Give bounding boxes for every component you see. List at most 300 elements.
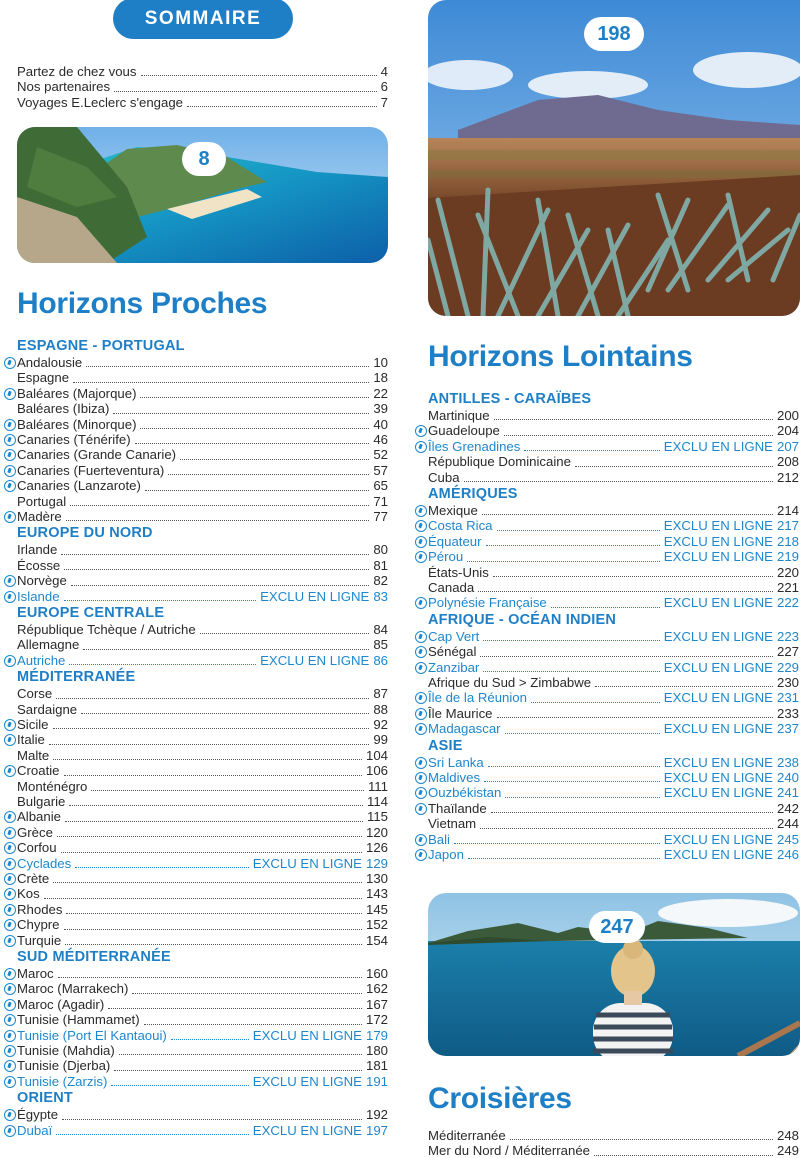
toc-entry-page: 233 — [776, 705, 799, 721]
toc-entry-page: 40 — [373, 416, 388, 432]
toc-entry-page: 245 — [776, 831, 799, 847]
toc-entry-label: Espagne — [17, 370, 70, 386]
toc-entry[interactable] — [428, 832, 799, 847]
toc-entry-label: Nos partenaires — [17, 79, 111, 95]
dot-leader — [454, 834, 660, 844]
toc-entry-label: Autriche — [17, 652, 66, 668]
toc-entry-label: Baléares (Ibiza) — [17, 401, 110, 417]
toc-entry-page: 52 — [373, 447, 388, 463]
exclu-en-ligne-label: EXCLU EN LIGNE — [663, 847, 773, 862]
tap-icon — [415, 551, 427, 563]
toc-entry-label: Tunisie (Hammamet) — [17, 1012, 140, 1028]
toc-entry[interactable] — [17, 478, 388, 493]
toc-entry-page: 10 — [373, 355, 388, 370]
tap-icon — [415, 662, 427, 674]
tap-icon — [4, 811, 16, 823]
dot-leader — [61, 843, 362, 853]
dot-leader — [505, 788, 659, 798]
toc-entry-page: 65 — [373, 478, 388, 494]
tap-icon — [415, 631, 427, 643]
tap-icon — [4, 719, 16, 731]
dot-leader — [64, 560, 369, 570]
dot-leader — [483, 662, 659, 672]
toc-entry[interactable] — [17, 432, 388, 447]
toc-entry[interactable] — [17, 1012, 388, 1027]
dot-leader — [531, 693, 660, 703]
dot-leader — [141, 66, 377, 76]
toc-entry[interactable] — [428, 675, 799, 690]
section-heading: ASIE — [428, 737, 463, 754]
toc-entry[interactable] — [17, 447, 388, 462]
toc-entry[interactable] — [17, 794, 388, 809]
exclu-en-ligne-label: EXCLU EN LIGNE — [663, 770, 773, 785]
toc-entry-label: Albanie — [17, 809, 61, 825]
toc-entry-page: 106 — [365, 763, 388, 779]
toc-entry-label: Tunisie (Djerba) — [17, 1058, 111, 1074]
toc-entry-page: 248 — [776, 1128, 799, 1143]
toc-entry[interactable] — [17, 573, 388, 588]
toc-entry[interactable] — [428, 644, 799, 659]
tap-icon — [415, 520, 427, 532]
toc-entry[interactable] — [428, 549, 799, 564]
toc-entry[interactable] — [17, 509, 388, 524]
dot-leader — [494, 410, 773, 420]
toc-entry[interactable] — [17, 686, 388, 701]
toc-entry[interactable] — [428, 595, 799, 610]
toc-entry[interactable] — [428, 470, 799, 485]
toc-entry[interactable] — [17, 763, 388, 778]
dot-leader — [200, 624, 370, 634]
page-badge-198: 198 — [584, 17, 644, 51]
toc-entry[interactable] — [17, 355, 388, 370]
toc-entry-label: Maroc — [17, 966, 54, 981]
dot-leader — [69, 796, 363, 806]
tap-icon — [4, 1060, 16, 1072]
toc-entry-page: 197 — [365, 1122, 388, 1138]
toc-entry[interactable] — [17, 494, 388, 509]
dot-leader — [504, 426, 773, 436]
horizons-lointains-title: Horizons Lointains — [428, 340, 693, 373]
toc-entry-page: 246 — [776, 847, 799, 862]
exclu-en-ligne-label: EXCLU EN LIGNE — [663, 690, 773, 706]
dot-leader — [64, 920, 362, 930]
exclu-en-ligne-label: EXCLU EN LIGNE — [663, 831, 773, 847]
dot-leader — [114, 1061, 362, 1071]
toc-entry-page: 104 — [365, 747, 388, 763]
toc-entry-page: 115 — [366, 809, 388, 825]
exclu-en-ligne-label: EXCLU EN LIGNE — [663, 438, 773, 454]
toc-entry[interactable] — [17, 1107, 388, 1122]
toc-entry-page: 200 — [776, 408, 799, 423]
toc-entry[interactable] — [428, 816, 799, 831]
toc-entry[interactable] — [17, 871, 388, 886]
tap-icon — [4, 765, 16, 777]
dot-leader — [187, 97, 377, 107]
dot-leader — [467, 552, 660, 562]
toc-entry-label: Bulgarie — [17, 794, 66, 809]
toc-entry-label: Portugal — [17, 493, 67, 509]
section-heading: MÉDITERRANÉE — [17, 669, 136, 686]
tap-icon — [415, 757, 427, 769]
toc-entry[interactable] — [17, 779, 388, 794]
toc-entry-page: 88 — [373, 701, 388, 717]
toc-entry[interactable] — [17, 370, 388, 385]
toc-entry[interactable] — [17, 95, 388, 110]
toc-entry-label: Polynésie Française — [428, 595, 547, 611]
tap-icon — [4, 734, 16, 746]
dot-leader — [108, 999, 362, 1009]
toc-entry-label: Égypte — [17, 1107, 59, 1123]
dot-leader — [58, 968, 362, 978]
toc-entry[interactable] — [17, 79, 388, 94]
exclu-en-ligne-label: EXCLU EN LIGNE — [663, 549, 773, 565]
toc-entry-page: 80 — [373, 542, 388, 558]
toc-entry-page: 181 — [365, 1058, 388, 1074]
section-heading: EUROPE DU NORD — [17, 525, 153, 542]
toc-entry-label: Guadeloupe — [428, 423, 500, 439]
toc-entry-label: Chypre — [17, 917, 60, 933]
dot-leader — [70, 496, 369, 506]
toc-entry[interactable] — [17, 1074, 388, 1089]
toc-entry-label: Vietnam — [428, 816, 477, 832]
toc-entry-page: 83 — [373, 588, 388, 604]
dot-leader — [49, 735, 369, 745]
toc-entry-page: 207 — [776, 438, 799, 454]
toc-entry-label: Maroc (Marrakech) — [17, 981, 129, 997]
toc-entry-page: 126 — [365, 840, 388, 856]
tap-icon — [4, 983, 16, 995]
toc-entry[interactable] — [428, 629, 799, 644]
exclu-en-ligne-label: EXCLU EN LIGNE — [663, 721, 773, 737]
toc-entry[interactable] — [428, 1143, 799, 1158]
toc-entry[interactable] — [428, 1128, 799, 1143]
toc-entry-page: 39 — [373, 401, 388, 417]
toc-entry[interactable] — [17, 463, 388, 478]
tap-icon — [415, 425, 427, 437]
toc-entry-label: Kos — [17, 886, 40, 902]
dot-leader — [524, 441, 659, 451]
section-heading: AMÉRIQUES — [428, 486, 518, 502]
section-heading: SUD MÉDITERRANÉE — [17, 949, 171, 965]
toc-entry-page: 237 — [776, 721, 799, 737]
toc-entry-label: Zanzibar — [428, 659, 480, 675]
dot-leader — [53, 750, 362, 760]
toc-entry-page: 208 — [776, 454, 799, 470]
tap-icon — [4, 449, 16, 461]
toc-entry-label: Îles Grenadines — [428, 438, 521, 454]
section-heading: ESPAGNE - PORTUGAL — [17, 338, 185, 354]
dot-leader — [140, 388, 369, 398]
tap-icon — [4, 935, 16, 947]
toc-entry[interactable] — [17, 856, 388, 871]
tap-icon — [4, 419, 16, 431]
tap-icon — [4, 480, 16, 492]
toc-entry-label: Baléares (Minorque) — [17, 416, 137, 432]
tap-icon — [4, 357, 16, 369]
toc-entry-page: 229 — [776, 659, 799, 675]
toc-entry[interactable] — [17, 401, 388, 416]
toc-entry-label: République Dominicaine — [428, 454, 571, 470]
dot-leader — [595, 677, 773, 687]
tap-icon — [4, 591, 16, 603]
toc-entry-page: 4 — [380, 64, 388, 79]
toc-entry-page: 7 — [380, 94, 388, 110]
tap-icon — [4, 434, 16, 446]
dot-leader — [71, 576, 369, 586]
toc-entry-page: 179 — [365, 1027, 388, 1043]
horizons-lointains-photo — [428, 0, 800, 316]
toc-entry-label: Maldives — [428, 770, 481, 785]
dot-leader — [575, 457, 773, 467]
tap-icon — [4, 655, 16, 667]
toc-entry[interactable] — [17, 653, 388, 668]
dot-leader — [113, 404, 369, 414]
toc-entry[interactable] — [17, 933, 388, 948]
page-badge-247: 247 — [589, 911, 645, 943]
toc-entry-label: Cuba — [428, 469, 460, 485]
toc-entry-label: Canaries (Lanzarote) — [17, 478, 141, 494]
toc-entry[interactable] — [17, 809, 388, 824]
toc-entry[interactable] — [428, 660, 799, 675]
toc-entry[interactable] — [428, 503, 799, 518]
section-heading: AFRIQUE - OCÉAN INDIEN — [428, 611, 617, 628]
section-heading: ORIENT — [17, 1090, 73, 1107]
exclu-en-ligne-label: EXCLU EN LIGNE — [663, 785, 773, 801]
tap-icon — [415, 597, 427, 609]
toc-entry-label: Afrique du Sud > Zimbabwe — [428, 675, 592, 690]
toc-entry-label: Bali — [428, 831, 450, 847]
toc-entry[interactable] — [17, 917, 388, 932]
dot-leader — [135, 434, 370, 444]
toc-entry[interactable] — [428, 408, 799, 423]
tap-icon — [4, 575, 16, 587]
exclu-en-ligne-label: EXCLU EN LIGNE — [663, 518, 773, 534]
page-badge-8: 8 — [182, 142, 226, 176]
dot-leader — [66, 511, 370, 521]
toc-entry-label: Équateur — [428, 533, 482, 549]
toc-entry[interactable] — [428, 454, 799, 469]
toc-entry-label: Allemagne — [17, 637, 80, 653]
exclu-en-ligne-label: EXCLU EN LIGNE — [252, 1122, 362, 1138]
toc-entry-page: 218 — [776, 533, 799, 549]
toc-entry-label: Voyages E.Leclerc s'engage — [17, 94, 184, 110]
toc-entry[interactable] — [428, 565, 799, 580]
toc-entry[interactable] — [17, 840, 388, 855]
dot-leader — [493, 567, 773, 577]
toc-entry[interactable] — [17, 997, 388, 1012]
toc-entry-page: 223 — [776, 628, 799, 644]
tap-icon — [415, 787, 427, 799]
dot-leader — [65, 812, 363, 822]
toc-entry[interactable] — [428, 847, 799, 862]
toc-entry-label: Japon — [428, 847, 464, 862]
toc-entry-label: Madagascar — [428, 721, 501, 737]
toc-entry-page: 129 — [365, 855, 388, 871]
toc-entry-page: 111 — [367, 778, 388, 794]
tap-icon — [4, 1125, 16, 1137]
croisieres-title: Croisières — [428, 1082, 572, 1115]
toc-entry[interactable] — [428, 580, 799, 595]
toc-entry[interactable] — [428, 423, 799, 438]
toc-entry-page: 212 — [776, 469, 799, 485]
toc-entry-page: 143 — [365, 886, 388, 902]
toc-entry[interactable] — [428, 706, 799, 721]
toc-entry-label: Martinique — [428, 408, 490, 423]
toc-entry-label: Cyclades — [17, 855, 72, 871]
toc-entry[interactable] — [17, 981, 388, 996]
dot-leader — [482, 505, 773, 515]
toc-entry[interactable] — [17, 886, 388, 901]
croisieres-photo — [428, 893, 800, 1056]
tap-icon — [4, 858, 16, 870]
toc-entry-label: Maroc (Agadir) — [17, 996, 105, 1012]
toc-entry[interactable] — [17, 1043, 388, 1058]
toc-entry[interactable] — [428, 721, 799, 736]
toc-entry[interactable] — [17, 542, 388, 557]
exclu-en-ligne-label: EXCLU EN LIGNE — [252, 1027, 362, 1043]
dot-leader — [488, 757, 660, 767]
dot-leader — [66, 904, 362, 914]
toc-entry-label: Tunisie (Mahdia) — [17, 1043, 115, 1058]
toc-entry-label: Cap Vert — [428, 628, 480, 644]
toc-entry[interactable] — [17, 622, 388, 637]
toc-entry-page: 238 — [776, 754, 799, 770]
toc-entry-label: Andalousie — [17, 355, 83, 370]
tap-icon — [4, 919, 16, 931]
toc-entry[interactable] — [428, 801, 799, 816]
tap-icon — [415, 708, 427, 720]
toc-entry-page: 77 — [373, 509, 388, 524]
dot-leader — [69, 655, 256, 665]
tap-icon — [4, 827, 16, 839]
toc-entry-label: Croatie — [17, 763, 60, 779]
toc-entry-label: Corfou — [17, 840, 57, 856]
toc-entry[interactable] — [428, 755, 799, 770]
exclu-en-ligne-label: EXCLU EN LIGNE — [663, 754, 773, 770]
toc-entry[interactable] — [428, 534, 799, 549]
tap-icon — [415, 441, 427, 453]
dot-leader — [83, 640, 369, 650]
toc-entry[interactable] — [17, 386, 388, 401]
toc-entry-page: 145 — [365, 901, 388, 917]
dot-leader — [171, 1030, 249, 1040]
toc-entry-label: Canaries (Ténérife) — [17, 432, 131, 447]
dot-leader — [480, 647, 773, 657]
toc-entry[interactable] — [17, 702, 388, 717]
toc-entry-page: 191 — [365, 1073, 388, 1089]
toc-entry[interactable] — [17, 717, 388, 732]
toc-entry[interactable] — [17, 637, 388, 652]
toc-entry[interactable] — [17, 748, 388, 763]
toc-entry[interactable] — [17, 589, 388, 604]
toc-entry-label: Islande — [17, 588, 60, 604]
toc-entry-label: Thaïlande — [428, 800, 487, 816]
toc-entry-label: Sri Lanka — [428, 754, 484, 770]
toc-entry[interactable] — [428, 518, 799, 533]
toc-entry-page: 160 — [365, 966, 388, 981]
toc-entry[interactable] — [17, 902, 388, 917]
toc-entry[interactable] — [428, 785, 799, 800]
toc-entry-label: Canaries (Fuerteventura) — [17, 462, 165, 478]
toc-entry[interactable] — [17, 732, 388, 747]
dot-leader — [140, 419, 369, 429]
dot-leader — [486, 536, 660, 546]
toc-entry-page: 114 — [366, 794, 388, 809]
tap-icon — [4, 388, 16, 400]
toc-entry[interactable] — [17, 1123, 388, 1138]
toc-entry-label: Tunisie (Zarzis) — [17, 1073, 108, 1089]
dot-leader — [44, 889, 362, 899]
dot-leader — [53, 719, 370, 729]
dot-leader — [510, 1130, 773, 1140]
toc-entry-label: Sicile — [17, 717, 49, 732]
toc-entry-page: 222 — [776, 595, 799, 611]
toc-entry[interactable] — [428, 439, 799, 454]
toc-entry-label: Pérou — [428, 549, 464, 565]
tap-icon — [4, 1076, 16, 1088]
toc-entry-page: 219 — [776, 549, 799, 565]
tap-icon — [4, 1030, 16, 1042]
toc-entry-label: Crète — [17, 871, 50, 886]
dot-leader — [75, 858, 249, 868]
tap-icon — [4, 842, 16, 854]
toc-entry-page: 18 — [373, 370, 388, 386]
toc-entry[interactable] — [17, 1058, 388, 1073]
tap-icon — [4, 873, 16, 885]
dot-leader — [480, 819, 773, 829]
dot-leader — [594, 1146, 773, 1156]
dot-leader — [483, 631, 659, 641]
toc-entry-page: 130 — [365, 871, 388, 886]
tap-icon — [4, 1014, 16, 1026]
tap-icon — [415, 505, 427, 517]
dot-leader — [111, 1076, 248, 1086]
dot-leader — [478, 582, 773, 592]
toc-entry-label: République Tchèque / Autriche — [17, 622, 196, 637]
toc-entry[interactable] — [428, 770, 799, 785]
toc-entry[interactable] — [17, 64, 388, 79]
toc-entry-page: 162 — [365, 981, 388, 997]
dot-leader — [491, 803, 773, 813]
tap-icon — [415, 692, 427, 704]
tap-icon — [415, 772, 427, 784]
dot-leader — [464, 472, 773, 482]
exclu-en-ligne-label: EXCLU EN LIGNE — [663, 659, 773, 675]
toc-entry[interactable] — [17, 966, 388, 981]
dot-leader — [168, 465, 369, 475]
toc-entry[interactable] — [428, 690, 799, 705]
horizons-proches-photo — [17, 127, 388, 263]
toc-entry-label: Dubaï — [17, 1122, 53, 1138]
dot-leader — [114, 82, 377, 92]
toc-entry[interactable] — [17, 825, 388, 840]
toc-entry[interactable] — [17, 558, 388, 573]
toc-entry-page: 46 — [373, 432, 388, 447]
section-heading: EUROPE CENTRALE — [17, 605, 165, 621]
toc-entry-page: 230 — [776, 675, 799, 690]
toc-entry[interactable] — [17, 1028, 388, 1043]
tap-icon — [4, 904, 16, 916]
exclu-en-ligne-label: EXCLU EN LIGNE — [252, 855, 362, 871]
toc-entry[interactable] — [17, 417, 388, 432]
toc-entry-page: 82 — [373, 573, 388, 589]
dot-leader — [505, 724, 660, 734]
tap-icon — [415, 834, 427, 846]
toc-entry-page: 84 — [373, 622, 388, 637]
tap-icon — [4, 999, 16, 1011]
tap-icon — [415, 646, 427, 658]
dot-leader — [81, 704, 369, 714]
